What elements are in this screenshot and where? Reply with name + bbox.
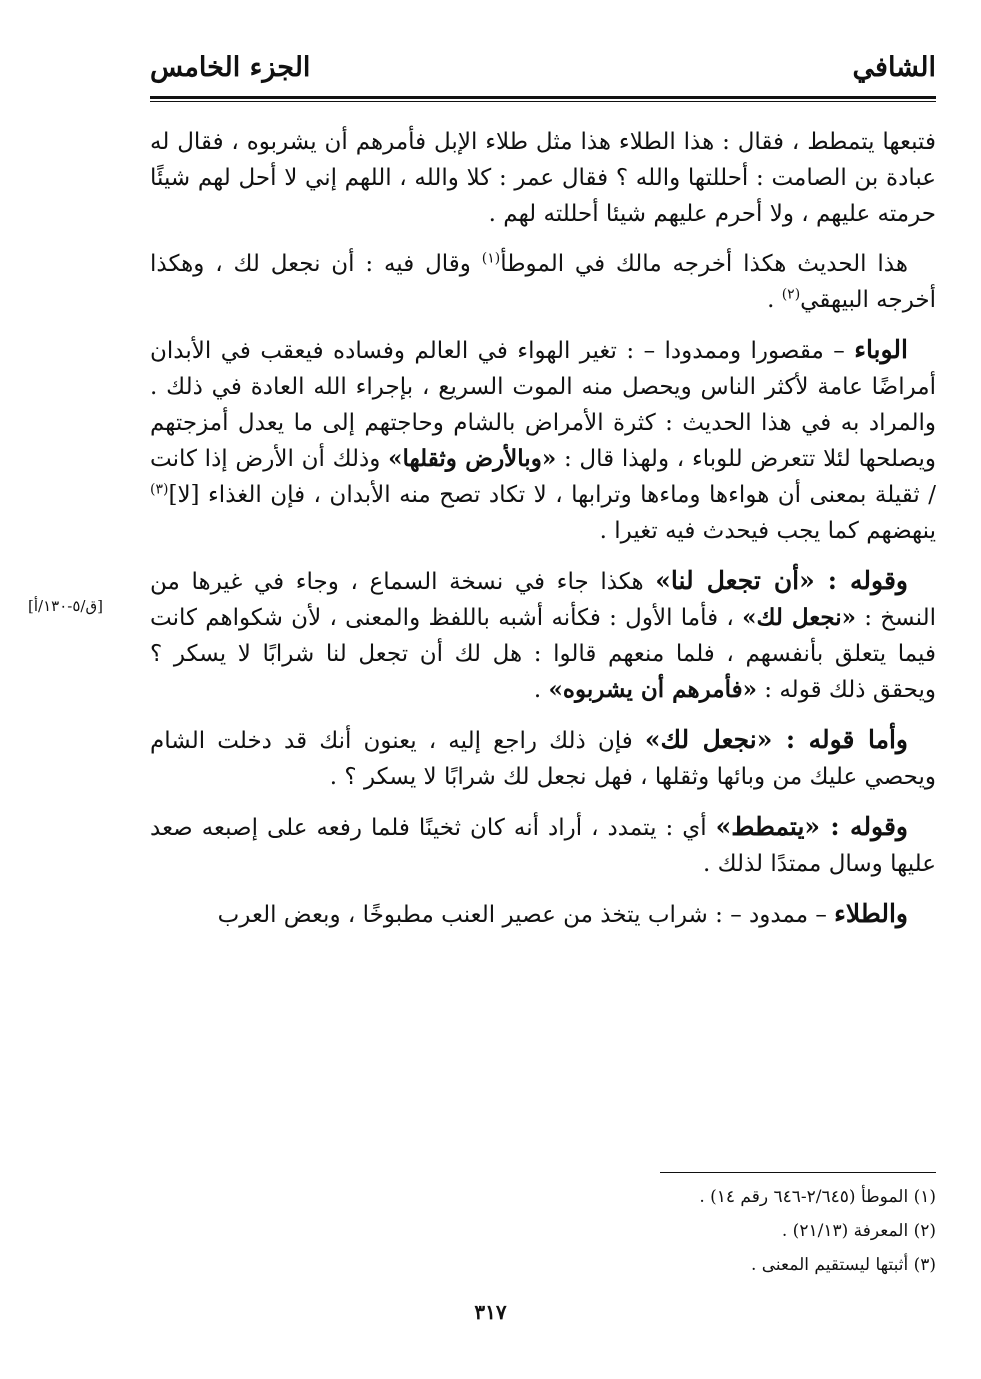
- footnote-1: (١) الموطأ (٢/٦٤٥-٦٤٦ رقم ١٤) .: [699, 1187, 936, 1207]
- paragraph-4: [150, 563, 936, 708]
- paragraph-1-text: فتبعها يتمطط ، فقال : هذا الطلاء هذا مثل طلاء الإبل فأمرهم أن يشربوه ، فقال له عبادة بن الصامت : أحللتها والله ؟ فقال عمر : كلا والله ، اللهم إني لا أحل لهم شيئًا حرمته عليهم ، ولا أحرم عليهم شيئا أحللته لهم .: [150, 129, 936, 227]
- footnote-3: (٣) أثبتها ليستقيم المعنى .: [750, 1255, 936, 1275]
- main-text: [150, 124, 936, 947]
- header-rule: [150, 96, 936, 99]
- term-heading: والطلاء: [834, 899, 908, 928]
- header-rule-thin: [150, 101, 936, 102]
- paragraph-4-text-b: ، فأما الأول : فكأنه أشبه باللفظ والمعنى ، لأن شكواهم كانت فيما يتعلق بأنفسهم ، فلما منعهم قالوا : هل لك أن تجعل لنا شرابًا لا يسكر ؟ ويحقق ذلك قوله :: [150, 605, 936, 703]
- footnote-ref-2: (٢): [781, 286, 801, 303]
- footnote-2: (٢) المعرفة (٢١/١٣) .: [781, 1221, 936, 1241]
- volume-title: الجزء الخامس: [150, 52, 311, 83]
- paragraph-2: [150, 246, 936, 318]
- footnote-ref-1: (١): [481, 250, 501, 267]
- footnote-ref-3: (٣): [150, 481, 169, 498]
- paragraph-4-text-c: .: [533, 677, 549, 703]
- paragraph-7-text: – ممدود – : شراب يتخذ من عصير العنب مطبوخًا ، وبعض العرب: [217, 902, 835, 928]
- term-heading: وقوله : «يتمطط»: [715, 812, 908, 841]
- page-header: [150, 48, 936, 94]
- term-heading: وأما قوله : «نجعل لك»: [644, 725, 908, 754]
- paragraph-3-text-b: وذلك أن الأرض إذا كانت / ثقيلة بمعنى أن هواءها وماءها وترابها ، لا تكاد تصح منه الأبدان ، فإن الغذاء [لا]: [150, 446, 936, 508]
- paragraph-5-text: فإن ذلك راجع إليه ، يعنون أنك قد دخلت الشام ويحصي عليك من وبائها وثقلها ، فهل نجعل لك شرابًا لا يسكر ؟ .: [150, 728, 936, 790]
- paragraph-4-text-a: هكذا جاء في نسخة السماع ، وجاء في غيرها من النسخ :: [150, 569, 936, 631]
- quoted-phrase: «فأمرهم أن يشربوه»: [548, 676, 757, 703]
- book-title: الشافي: [852, 52, 936, 83]
- paragraph-3-text-c: ينهضهم كما يجب فيحدث فيه تغيرا .: [599, 518, 936, 544]
- footnote-rule: [660, 1172, 936, 1173]
- page-number: ٣١٧: [474, 1300, 507, 1324]
- paragraph-5: [150, 722, 936, 795]
- paragraph-3-text-a: – مقصورا وممدودا – : تغير الهواء في العالم وفساده فيعقب في الأبدان أمراضًا عامة لأكثر الناس ويحصل منه الموت السريع ، بإجراء الله العادة في ذلك . والمراد به في هذا الحديث : كثرة الأمراض بالشام وحاجتهم إلى ما يعدل أمزجتهم ويصلحها لئلا تتعرض للوباء ، ولهذا قال :: [150, 338, 937, 472]
- quoted-phrase: «نجعل لك»: [742, 604, 856, 631]
- paragraph-1: [150, 124, 936, 232]
- term-heading: وقوله : «أن تجعل لنا»: [655, 566, 908, 595]
- paragraph-7: [150, 896, 936, 933]
- paragraph-3: [150, 332, 936, 549]
- quoted-phrase: «وبالأرض وثقلها»: [388, 445, 557, 472]
- paragraph-6-text: أي : يتمدد ، أراد أنه كان ثخينًا فلما رفعه على إصبعه صعد عليها وسال ممتدًا لذلك .: [150, 815, 936, 877]
- paragraph-6: [150, 809, 936, 882]
- paragraph-2-text-b: وقال فيه : أن نجعل لك ، وهكذا أخرجه البيهقي: [150, 251, 936, 313]
- footnotes: [150, 1180, 936, 1282]
- term-heading: الوباء: [854, 335, 908, 364]
- paragraph-2-text-a: هذا الحديث هكذا أخرجه مالك في الموطأ: [500, 251, 908, 277]
- paragraph-2-text-c: .: [767, 287, 782, 313]
- manuscript-folio-note: [ق/٥-١٣٠/أ]: [28, 597, 103, 615]
